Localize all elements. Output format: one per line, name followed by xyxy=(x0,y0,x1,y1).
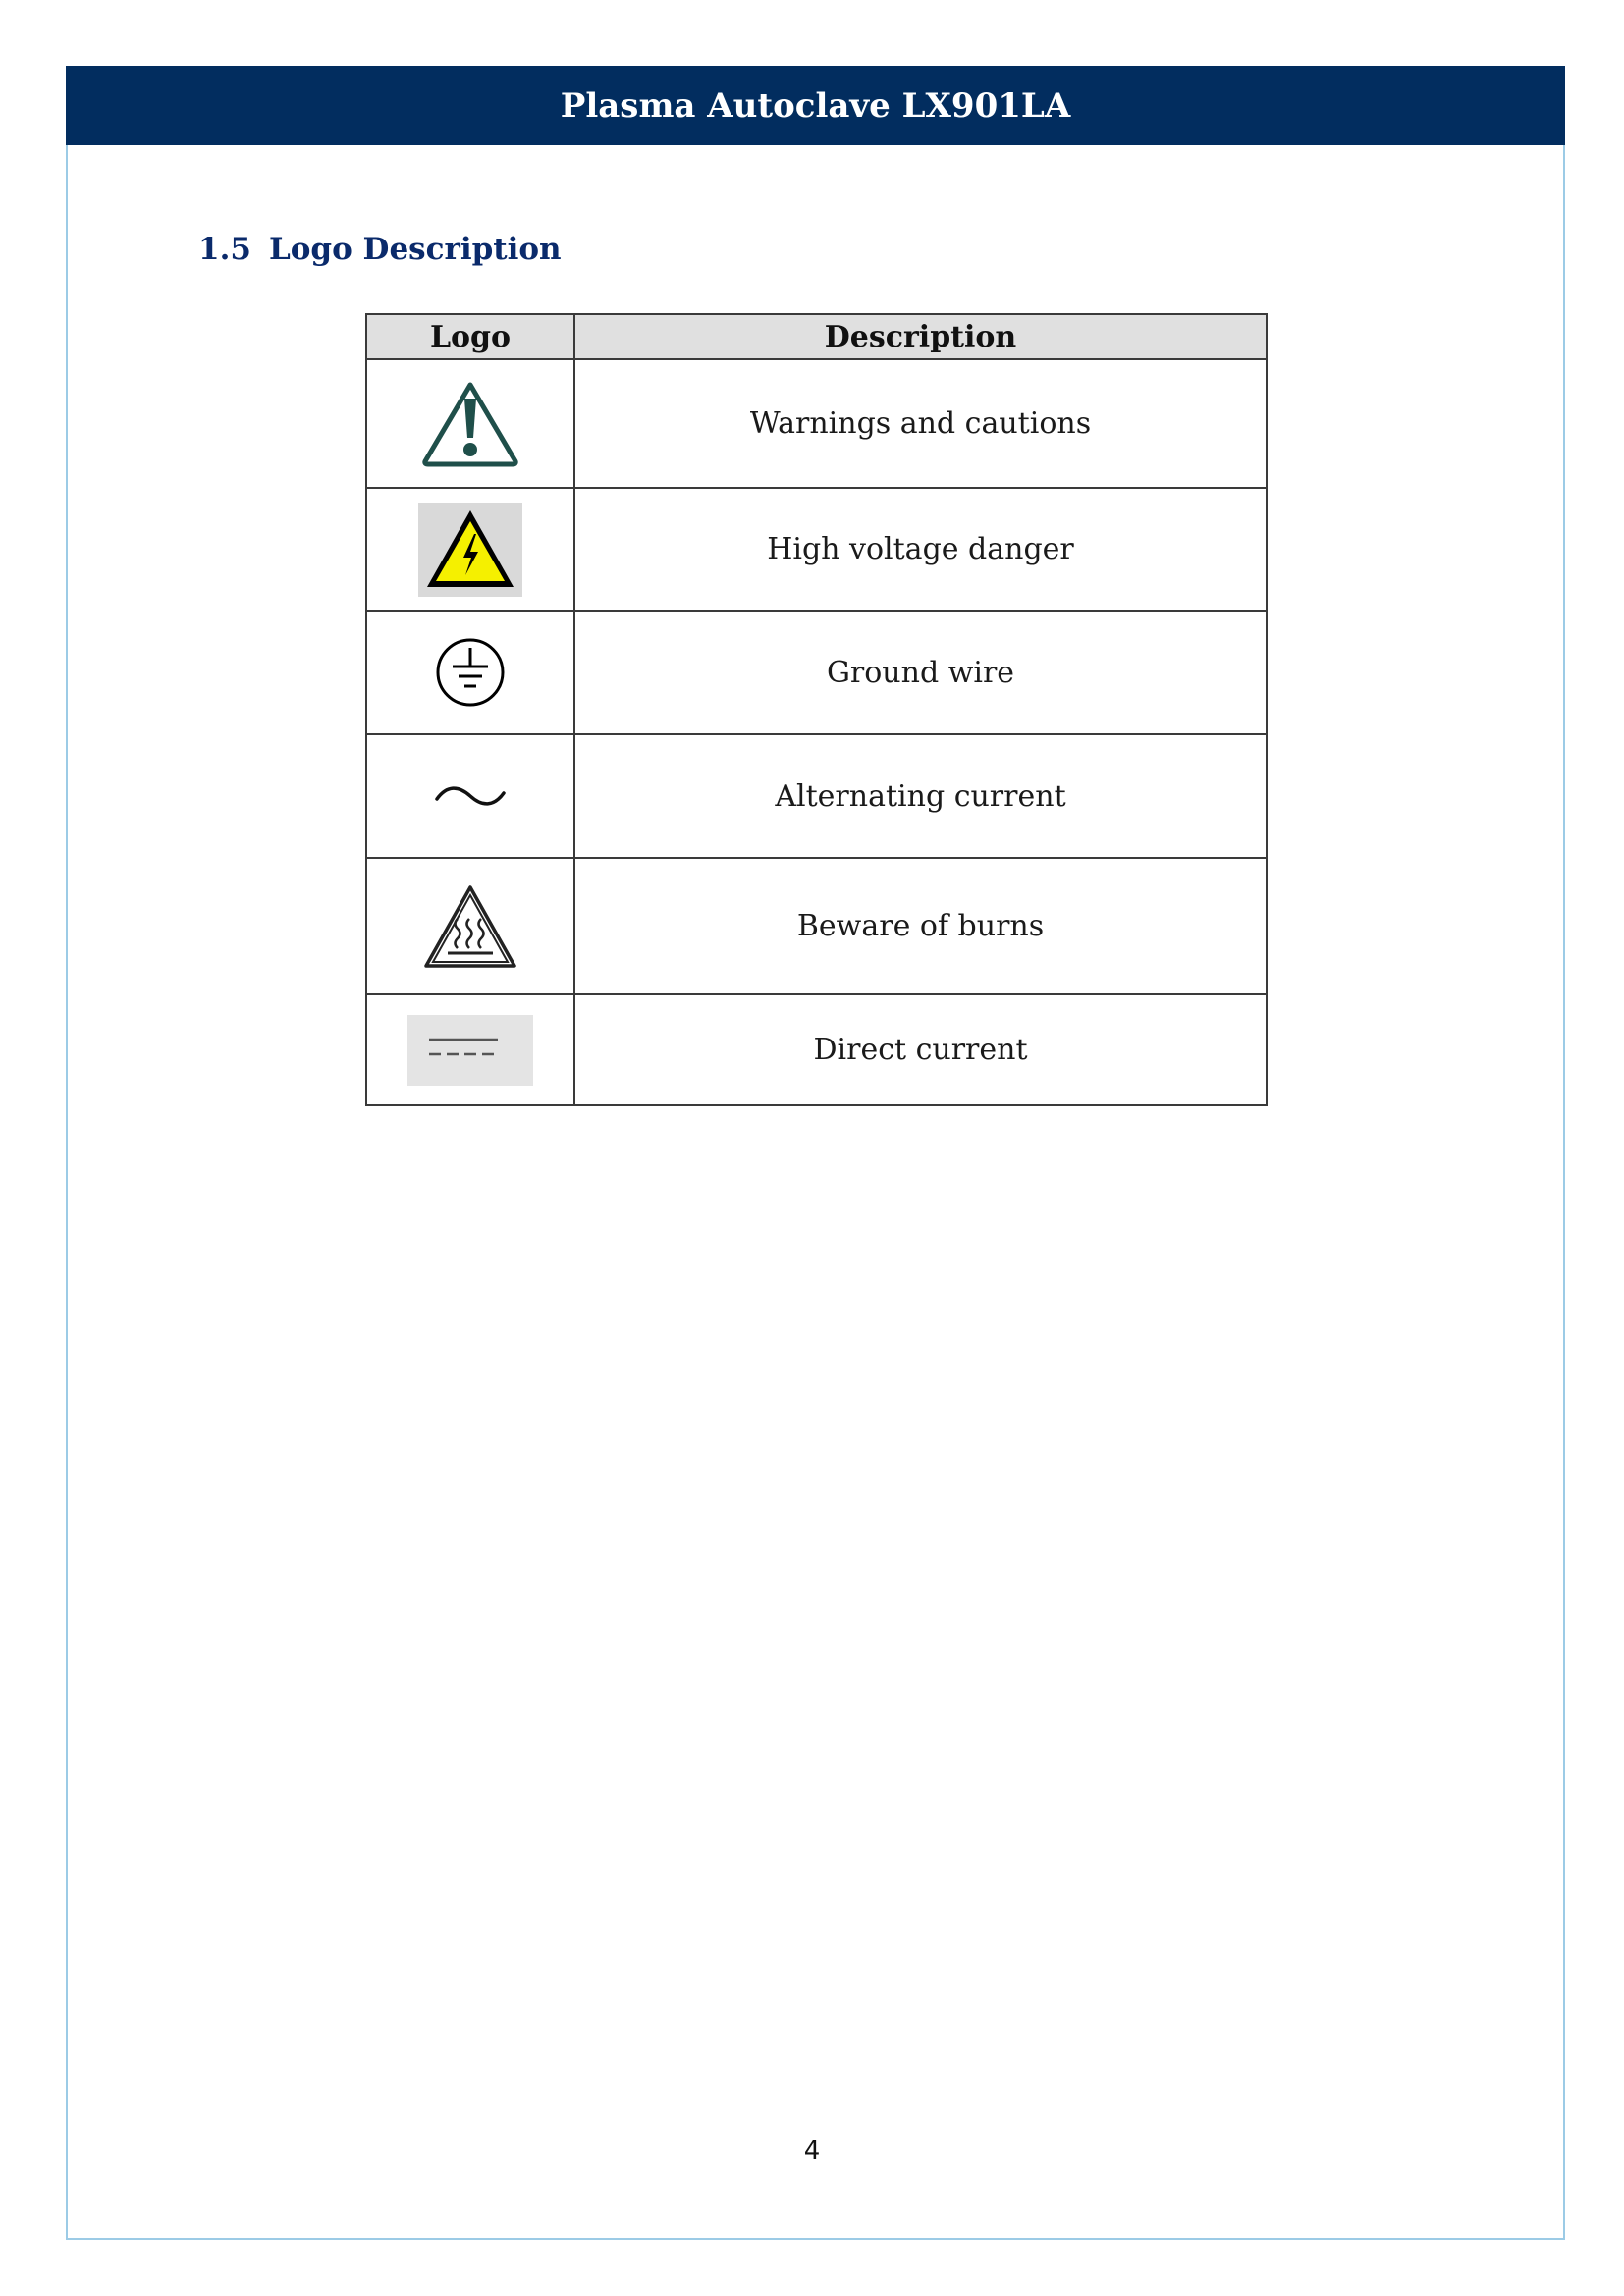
logo-cell xyxy=(366,734,574,858)
description-cell: High voltage danger xyxy=(574,488,1267,611)
logo-cell xyxy=(366,611,574,734)
header-logo: Logo xyxy=(366,314,574,359)
table-row xyxy=(366,734,1267,858)
logo-cell xyxy=(366,994,574,1105)
hot-surface-icon xyxy=(422,883,518,970)
description-cell: Ground wire xyxy=(574,611,1267,734)
high-voltage-icon xyxy=(418,503,522,597)
document-title: Plasma Autoclave LX901LA xyxy=(560,85,1071,126)
table-row xyxy=(366,488,1267,611)
logo-cell xyxy=(366,359,574,488)
table-row xyxy=(366,359,1267,488)
table-row xyxy=(366,611,1267,734)
table-header-row xyxy=(366,314,1267,359)
description-cell: Direct current xyxy=(574,994,1267,1105)
direct-current-icon xyxy=(407,1015,533,1086)
alternating-current-icon xyxy=(433,781,508,811)
ground-wire-icon xyxy=(434,636,507,709)
header-description: Description xyxy=(574,314,1267,359)
description-cell: Alternating current xyxy=(574,734,1267,858)
section-number: 1.5 xyxy=(198,232,251,267)
logo-cell xyxy=(366,488,574,611)
description-cell: Warnings and cautions xyxy=(574,359,1267,488)
section-heading xyxy=(198,232,562,267)
table-row xyxy=(366,994,1267,1105)
logo-description-table xyxy=(365,313,1268,1106)
section-title: Logo Description xyxy=(268,232,562,267)
page-number: 4 xyxy=(803,2136,821,2165)
logo-cell xyxy=(366,858,574,994)
warning-exclamation-icon xyxy=(421,381,519,467)
table-row xyxy=(366,858,1267,994)
document-header xyxy=(66,66,1565,145)
description-cell: Beware of burns xyxy=(574,858,1267,994)
